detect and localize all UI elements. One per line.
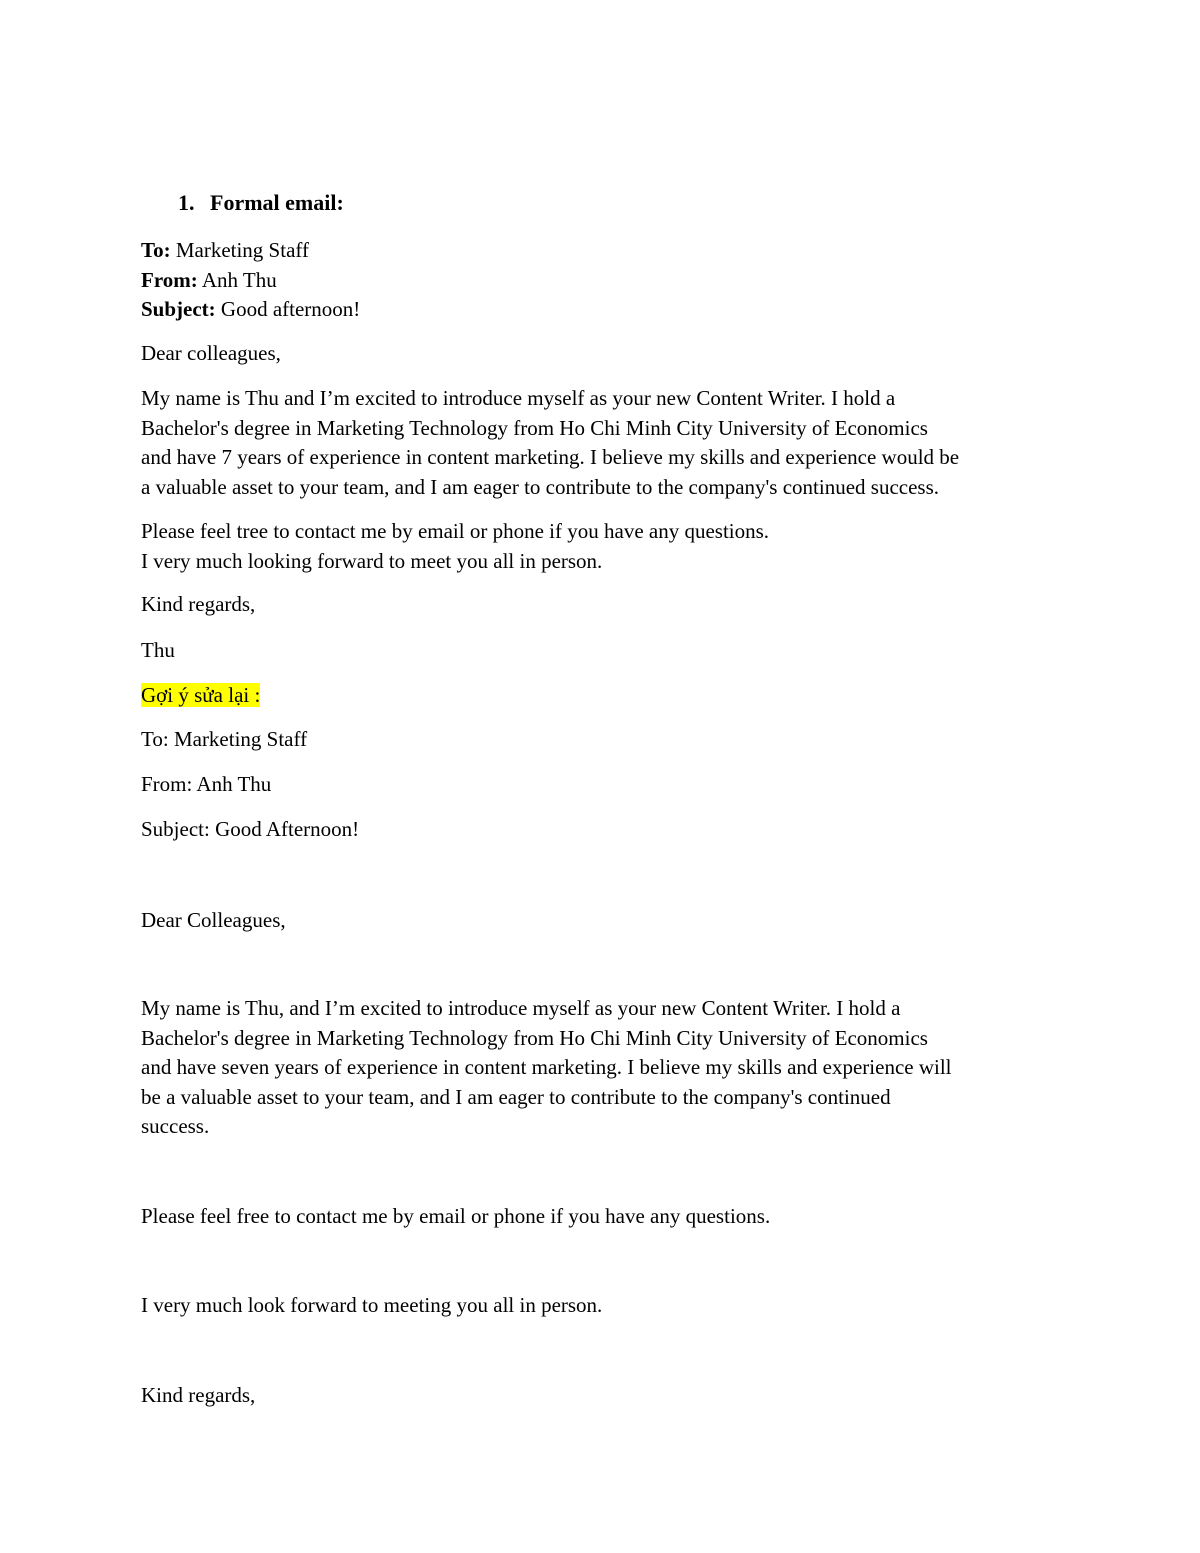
original-to-line xyxy=(141,236,1071,266)
original-body-line: and have 7 years of experience in content marketing. I believe my skills and experience would be xyxy=(141,445,960,469)
revised-subject-line: Subject: Good Afternoon! xyxy=(141,817,360,841)
original-subject-value: Good afternoon! xyxy=(220,297,361,321)
suggestion-label-line xyxy=(141,681,1071,711)
original-email-header xyxy=(141,236,1071,325)
revised-body-line: My name is Thu, and I’m excited to introduce myself as your new Content Writer. I hold a xyxy=(141,996,901,1020)
revised-closing: Kind regards, xyxy=(141,1383,256,1407)
revised-to-line: To: Marketing Staff xyxy=(141,727,308,751)
original-subject-label: Subject: xyxy=(141,297,216,321)
original-to-label: To: xyxy=(141,238,171,262)
original-body-line: My name is Thu and I’m excited to introduce myself as your new Content Writer. I hold a xyxy=(141,386,896,410)
original-body-paragraph xyxy=(141,384,1071,502)
revised-contact-line: Please feel free to contact me by email or phone if you have any questions. xyxy=(141,1204,771,1228)
revised-from-line: From: Anh Thu xyxy=(141,772,272,796)
original-body-line: Bachelor's degree in Marketing Technology from Ho Chi Minh City University of Economics xyxy=(141,415,928,440)
revised-body-line: and have seven years of experience in content marketing. I believe my skills and experience will xyxy=(141,1055,952,1079)
revised-body-line: success. xyxy=(141,1114,210,1138)
original-body-line: a valuable asset to your team, and I am eager to contribute to the company's continued success. xyxy=(141,474,940,499)
original-subject-line xyxy=(141,295,1071,325)
section-heading xyxy=(178,188,344,218)
original-from-value: Anh Thu xyxy=(201,267,277,292)
original-closing: Kind regards, xyxy=(141,592,256,616)
revised-body-line: Bachelor's degree in Marketing Technology from Ho Chi Minh City University of Economics xyxy=(141,1025,928,1050)
revised-look-forward-line: I very much look forward to meeting you all in person. xyxy=(141,1293,603,1317)
revised-body-paragraph xyxy=(141,994,1071,1142)
revised-body-line: be a valuable asset to your team, and I am eager to contribute to the company's continued xyxy=(141,1084,891,1109)
original-contact-paragraph xyxy=(141,517,1071,576)
original-from-line xyxy=(141,266,1071,296)
heading-title: Formal email: xyxy=(210,190,344,215)
original-greeting: Dear colleagues, xyxy=(141,341,281,365)
original-from-label: From: xyxy=(141,267,198,292)
original-signature: Thu xyxy=(141,638,175,662)
original-to-value: Marketing Staff xyxy=(175,238,309,262)
suggestion-label: Gợi ý sửa lại : xyxy=(141,683,261,707)
original-contact-line: Please feel tree to contact me by email or phone if you have any questions. xyxy=(141,519,770,543)
heading-number: 1. xyxy=(178,190,195,215)
original-contact-line: I very much looking forward to meet you all in person. xyxy=(141,548,603,573)
revised-greeting: Dear Colleagues, xyxy=(141,908,286,932)
